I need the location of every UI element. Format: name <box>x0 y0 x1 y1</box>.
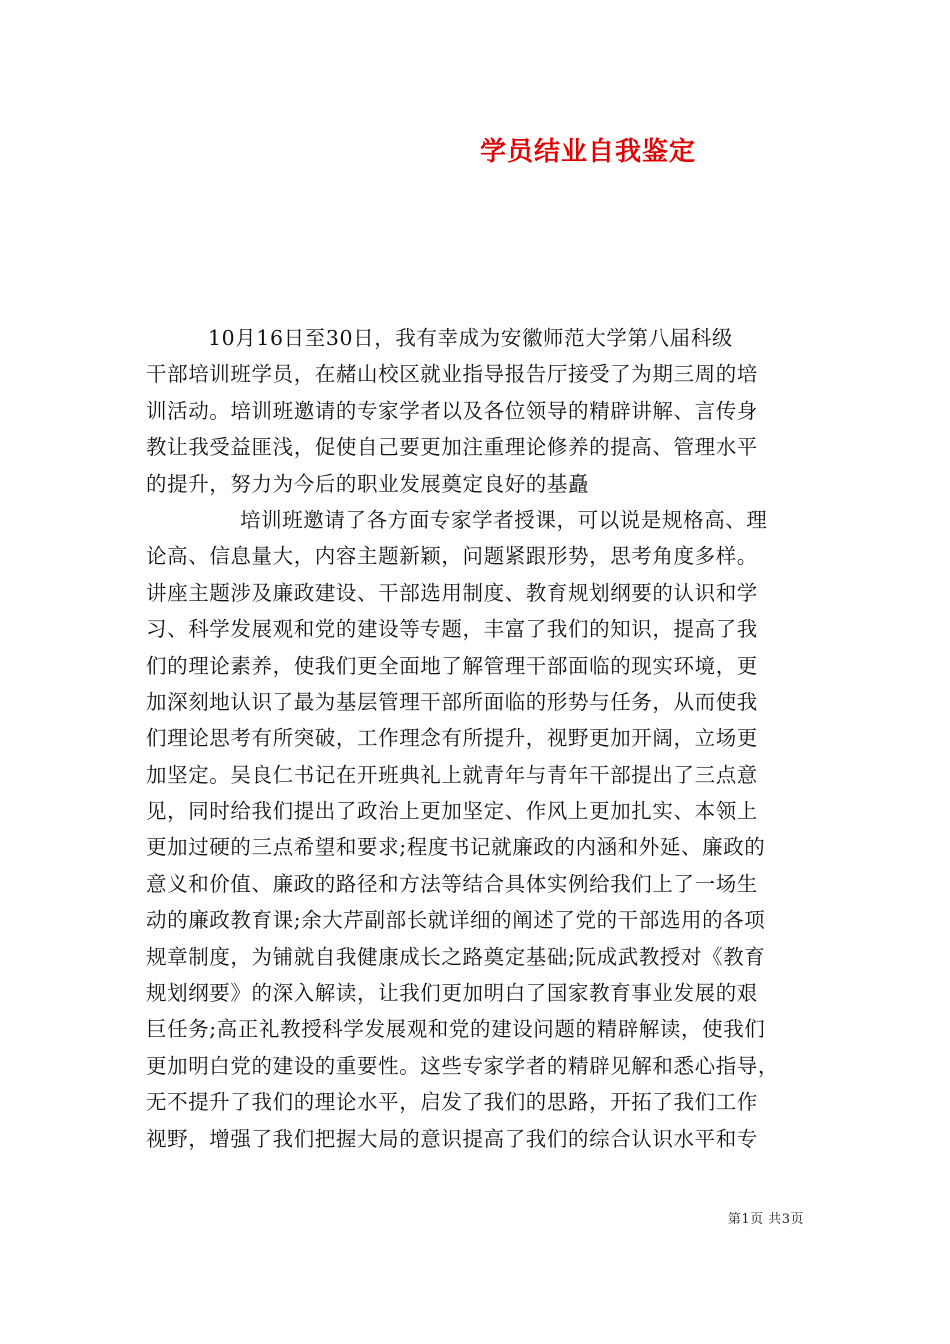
paragraph-line: 习、科学发展观和党的建设等专题，丰富了我们的知识，提高了我 <box>146 617 758 642</box>
paragraph-line: 们的理论素养，使我们更全面地了解管理干部面临的现实环境，更 <box>146 653 758 678</box>
paragraph-line: 无不提升了我们的理论水平，启发了我们的思路，开拓了我们工作 <box>146 1090 758 1115</box>
paragraph-line: 视野，增强了我们把握大局的意识提高了我们的综合认识水平和专 <box>146 1126 758 1151</box>
paragraph-line: 意义和价值、廉政的路径和方法等结合具体实例给我们上了一场生 <box>146 871 758 896</box>
page-number: 第1页 共3页 <box>727 1212 804 1227</box>
document-title: 学员结业自我鉴定 <box>479 137 696 167</box>
paragraph-line: 加深刻地认识了最为基层管理干部所面临的形势与任务，从而使我 <box>146 689 758 714</box>
paragraph-line: 训活动。培训班邀请的专家学者以及各位领导的精辟讲解、言传身 <box>146 398 758 423</box>
paragraph-line: 加坚定。吴良仁书记在开班典礼上就青年与青年干部提出了三点意 <box>146 762 758 787</box>
paragraph-line: 巨任务;高正礼教授科学发展观和党的建设问题的精辟解读，使我们 <box>146 1017 766 1042</box>
paragraph-line: 们理论思考有所突破，工作理念有所提升，视野更加开阔，立场更 <box>146 726 758 751</box>
paragraph-line: 规划纲要》的深入解读，让我们更加明白了国家教育事业发展的艰 <box>146 981 758 1006</box>
paragraph-1 <box>146 320 806 502</box>
paragraph-2 <box>146 502 806 1157</box>
paragraph-line: 规章制度，为铺就自我健康成长之路奠定基础;阮成武教授对《教育 <box>146 944 766 969</box>
paragraph-line: 更加过硬的三点希望和要求;程度书记就廉政的内涵和外延、廉政的 <box>146 835 766 860</box>
paragraph-line: 更加明白党的建设的重要性。这些专家学者的精辟见解和悉心指导， <box>146 1053 779 1078</box>
paragraph-line: 见，同时给我们提出了政治上更加坚定、作风上更加扎实、本领上 <box>146 799 758 824</box>
paragraph-line: 教让我受益匪浅，促使自己要更加注重理论修养的提高、管理水平 <box>146 435 758 460</box>
paragraph-line: 讲座主题涉及廉政建设、干部选用制度、教育规划纲要的认识和学 <box>146 580 758 605</box>
paragraph-line: 的提升，努力为今后的职业发展奠定良好的基矗 <box>146 471 590 496</box>
paragraph-line: 动的廉政教育课;余大芹副部长就详细的阐述了党的干部选用的各项 <box>146 908 766 933</box>
paragraph-line: 10月16日至30日，我有幸成为安徽师范大学第八届科级 <box>208 326 733 350</box>
paragraph-line: 干部培训班学员，在赭山校区就业指导报告厅接受了为期三周的培 <box>146 362 758 387</box>
document-body <box>146 320 806 1157</box>
paragraph-line: 论高、信息量大，内容主题新颖，问题紧跟形势，思考角度多样。 <box>146 544 758 569</box>
paragraph-line: 培训班邀请了各方面专家学者授课，可以说是规格高、理 <box>240 507 768 532</box>
